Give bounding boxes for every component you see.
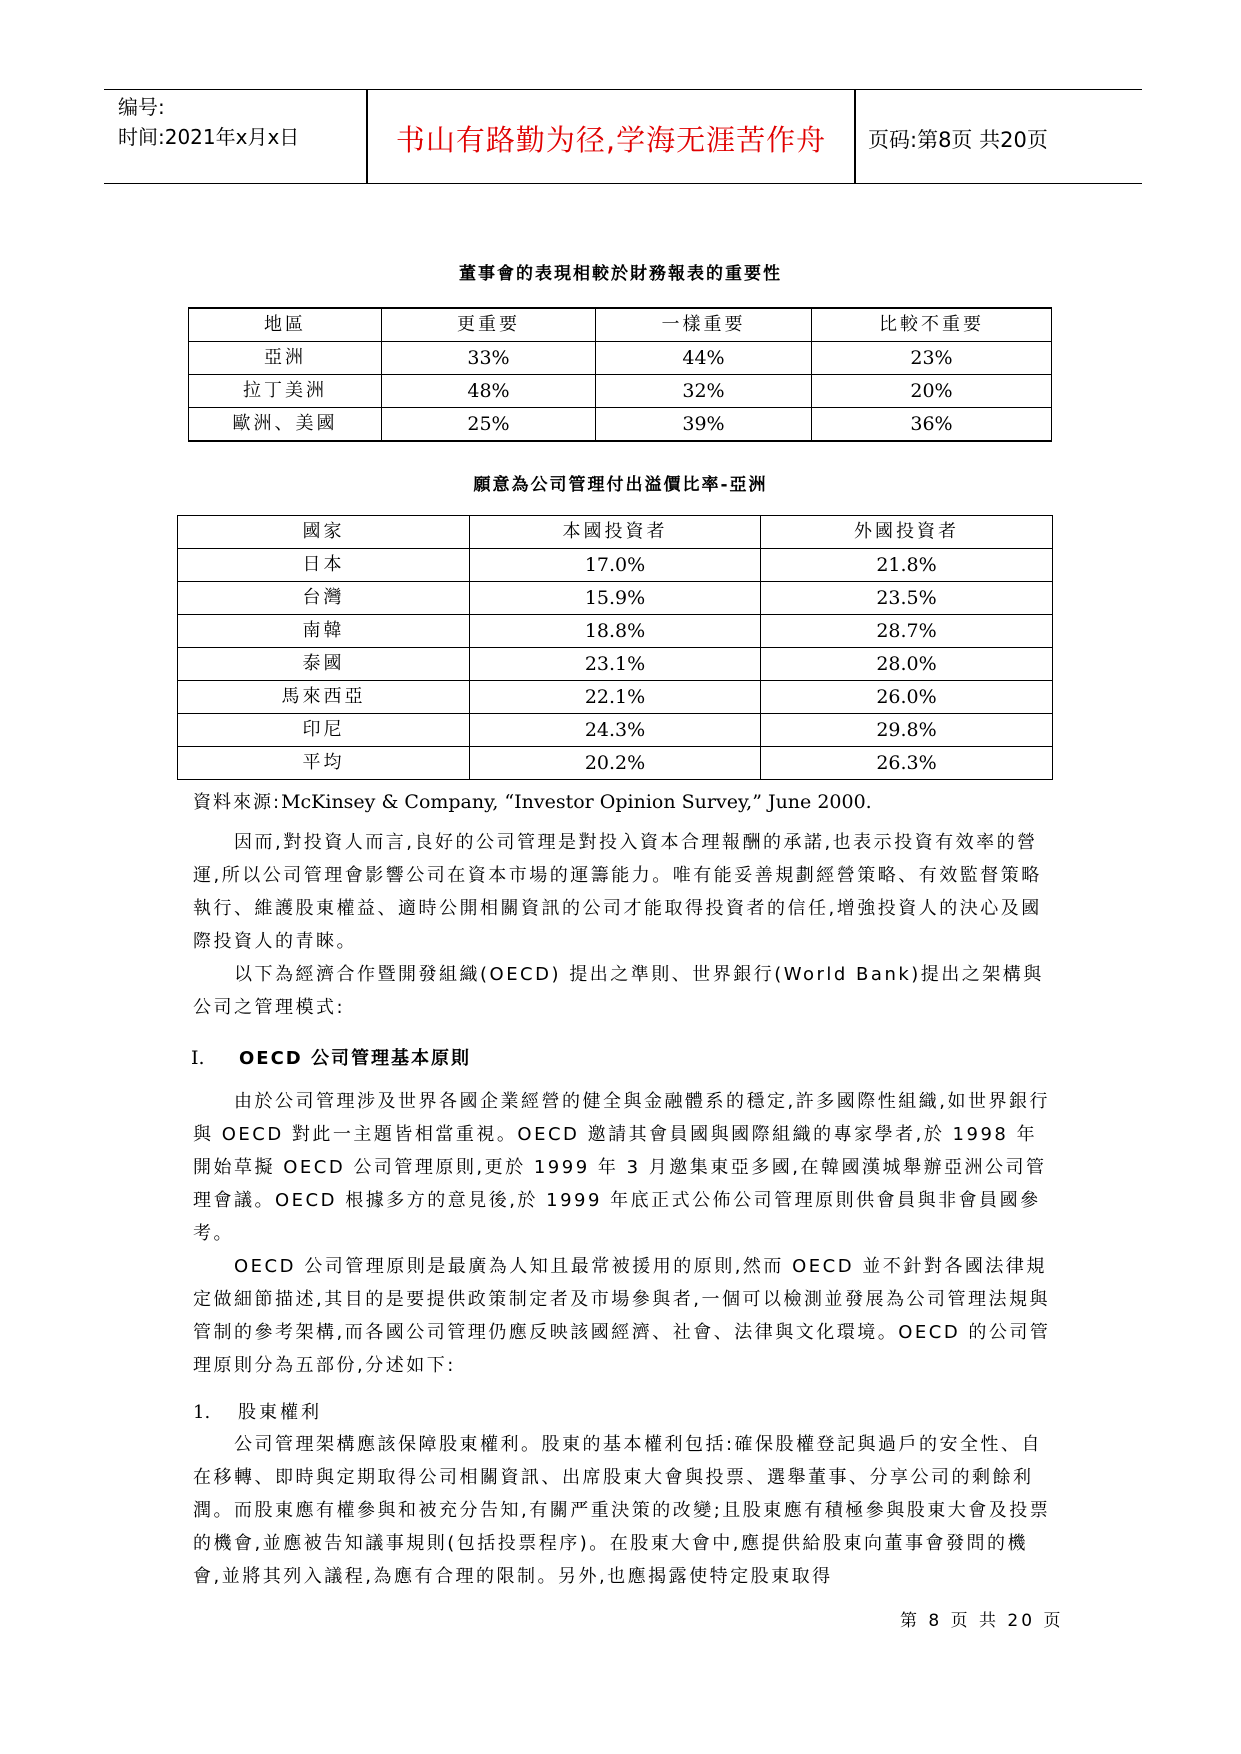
subsection-heading: [193, 1398, 322, 1424]
table-cell: 23.5%: [761, 582, 1053, 615]
paragraph: OECD 公司管理原則是最廣為人知且最常被援用的原則,然而 OECD 並不針對各國法律規定做細節描述,其目的是要提供政策制定者及市場參與者,一個可以檢測並發展為公司管理法規與管制的參考架構,而各國公司管理仍應反映該國經濟、社會、法律與文化環境。OECD 的公司管理原則分為五部份,分述如下:: [193, 1256, 1051, 1376]
source-label: 資料來源:: [193, 792, 282, 813]
table-cell: 17.0%: [470, 549, 761, 582]
table-cell: 平均: [178, 747, 470, 780]
table-row: [189, 408, 1052, 442]
table-cell: 44%: [596, 342, 812, 375]
section-title: OECD 公司管理基本原則: [239, 1048, 472, 1069]
section-heading: [191, 1044, 471, 1070]
table1-title: 董事會的表現相較於財務報表的重要性: [459, 264, 782, 284]
table-row: [178, 747, 1053, 780]
table-cell: 馬來西亞: [178, 681, 470, 714]
table-header-row: [178, 516, 1053, 549]
table-cell: 15.9%: [470, 582, 761, 615]
table-cell: 48%: [382, 375, 596, 408]
table-row: [189, 375, 1052, 408]
table-cell: 32%: [596, 375, 812, 408]
table-cell: 33%: [382, 342, 596, 375]
subsection-title: 股東權利: [238, 1402, 322, 1423]
table-header-cell: 本國投資者: [470, 516, 761, 549]
section-number: I.: [191, 1047, 205, 1069]
table-row: [189, 342, 1052, 375]
table-header-cell: 國家: [178, 516, 470, 549]
table-row: [178, 615, 1053, 648]
paragraph: 以下為經濟合作暨開發組織(OECD) 提出之準則、世界銀行(World Bank)提出之架構與公司之管理模式:: [193, 964, 1044, 1018]
time-label: 时间:2021年x月x日: [118, 125, 300, 149]
paragraph: 因而,對投資人而言,良好的公司管理是對投入資本合理報酬的承諾,也表示投資有效率的營運,所以公司管理會影響公司在資本市場的運籌能力。唯有能妥善規劃經營策略、有效監督策略執行、維護股東權益、適時公開相關資訊的公司才能取得投資者的信任,增強投資人的決心及國際投資人的青睞。: [193, 832, 1042, 952]
table-cell: 拉丁美洲: [189, 375, 382, 408]
table-cell: 29.8%: [761, 714, 1053, 747]
subsection-number: 1.: [193, 1402, 211, 1423]
table-cell: 印尼: [178, 714, 470, 747]
table-cell: 23.1%: [470, 648, 761, 681]
header-page-label: 页码:第8页 共20页: [868, 128, 1048, 152]
table-cell: 39%: [596, 408, 812, 442]
table-cell: 18.8%: [470, 615, 761, 648]
table-cell: 23%: [812, 342, 1052, 375]
header-motto: 书山有路勤为径,学海无涯苦作舟: [395, 123, 827, 157]
table-row: [178, 681, 1053, 714]
table-row: [178, 549, 1053, 582]
header-divider: [854, 90, 856, 183]
paragraph: 公司管理架構應該保障股東權利。股東的基本權利包括:確保股權登記與過戶的安全性、自在移轉、即時與定期取得公司相關資訊、出席股東大會與投票、選舉董事、分享公司的剩餘利潤。而股東應有權參與和被充分告知,有關严重決策的改變;且股東應有積極參與股東大會及投票的機會,並應被告知議事規則(包括投票程序)。在股東大會中,應提供給股東向董事會發問的機會,並將其列入議程,為應有合理的限制。另外,也應揭露使特定股東取得: [193, 1434, 1051, 1587]
table-header-cell: 地區: [189, 308, 382, 342]
table-cell: 28.7%: [761, 615, 1053, 648]
table-header-row: [189, 308, 1052, 342]
premium-ratio-table: [177, 515, 1053, 780]
data-source: [193, 788, 872, 814]
table-cell: 歐洲、美國: [189, 408, 382, 442]
table-header-cell: 一樣重要: [596, 308, 812, 342]
table-header-cell: 外國投資者: [761, 516, 1053, 549]
table-cell: 26.0%: [761, 681, 1053, 714]
page-footer: 第 8 页 共 20 页: [900, 1611, 1064, 1631]
board-importance-table: [188, 307, 1052, 442]
table-cell: 24.3%: [470, 714, 761, 747]
table-cell: 21.8%: [761, 549, 1053, 582]
table-cell: 20%: [812, 375, 1052, 408]
table-cell: 22.1%: [470, 681, 761, 714]
table-header-cell: 比較不重要: [812, 308, 1052, 342]
table-cell: 泰國: [178, 648, 470, 681]
table-row: [178, 582, 1053, 615]
page-header: [104, 89, 1142, 184]
table-header-cell: 更重要: [382, 308, 596, 342]
table-row: [178, 648, 1053, 681]
table-row: [178, 714, 1053, 747]
table-cell: 26.3%: [761, 747, 1053, 780]
table-cell: 日本: [178, 549, 470, 582]
paragraph: 由於公司管理涉及世界各國企業經營的健全與金融體系的穩定,許多國際性組織,如世界銀行與 OECD 對此一主題皆相當重視。OECD 邀請其會員國與國際組織的專家學者,於 1998 年開始草擬 OECD 公司管理原則,更於 1999 年 3 月邀集東亞多國,在韓國漢城舉辦亞洲公司管理會議。OECD 根據多方的意見後,於 1999 年底正式公佈公司管理原則供會員與非會員國參考。: [193, 1091, 1050, 1244]
table-cell: 36%: [812, 408, 1052, 442]
table-cell: 25%: [382, 408, 596, 442]
table-cell: 亞洲: [189, 342, 382, 375]
number-label: 编号:: [118, 95, 165, 119]
source-text: McKinsey & Company, “Investor Opinion Survey,” June 2000.: [281, 791, 872, 813]
table-cell: 20.2%: [470, 747, 761, 780]
table-cell: 南韓: [178, 615, 470, 648]
table-cell: 台灣: [178, 582, 470, 615]
table2-title: 願意為公司管理付出溢價比率-亞洲: [473, 475, 768, 495]
header-meta: [118, 92, 299, 152]
table-cell: 28.0%: [761, 648, 1053, 681]
